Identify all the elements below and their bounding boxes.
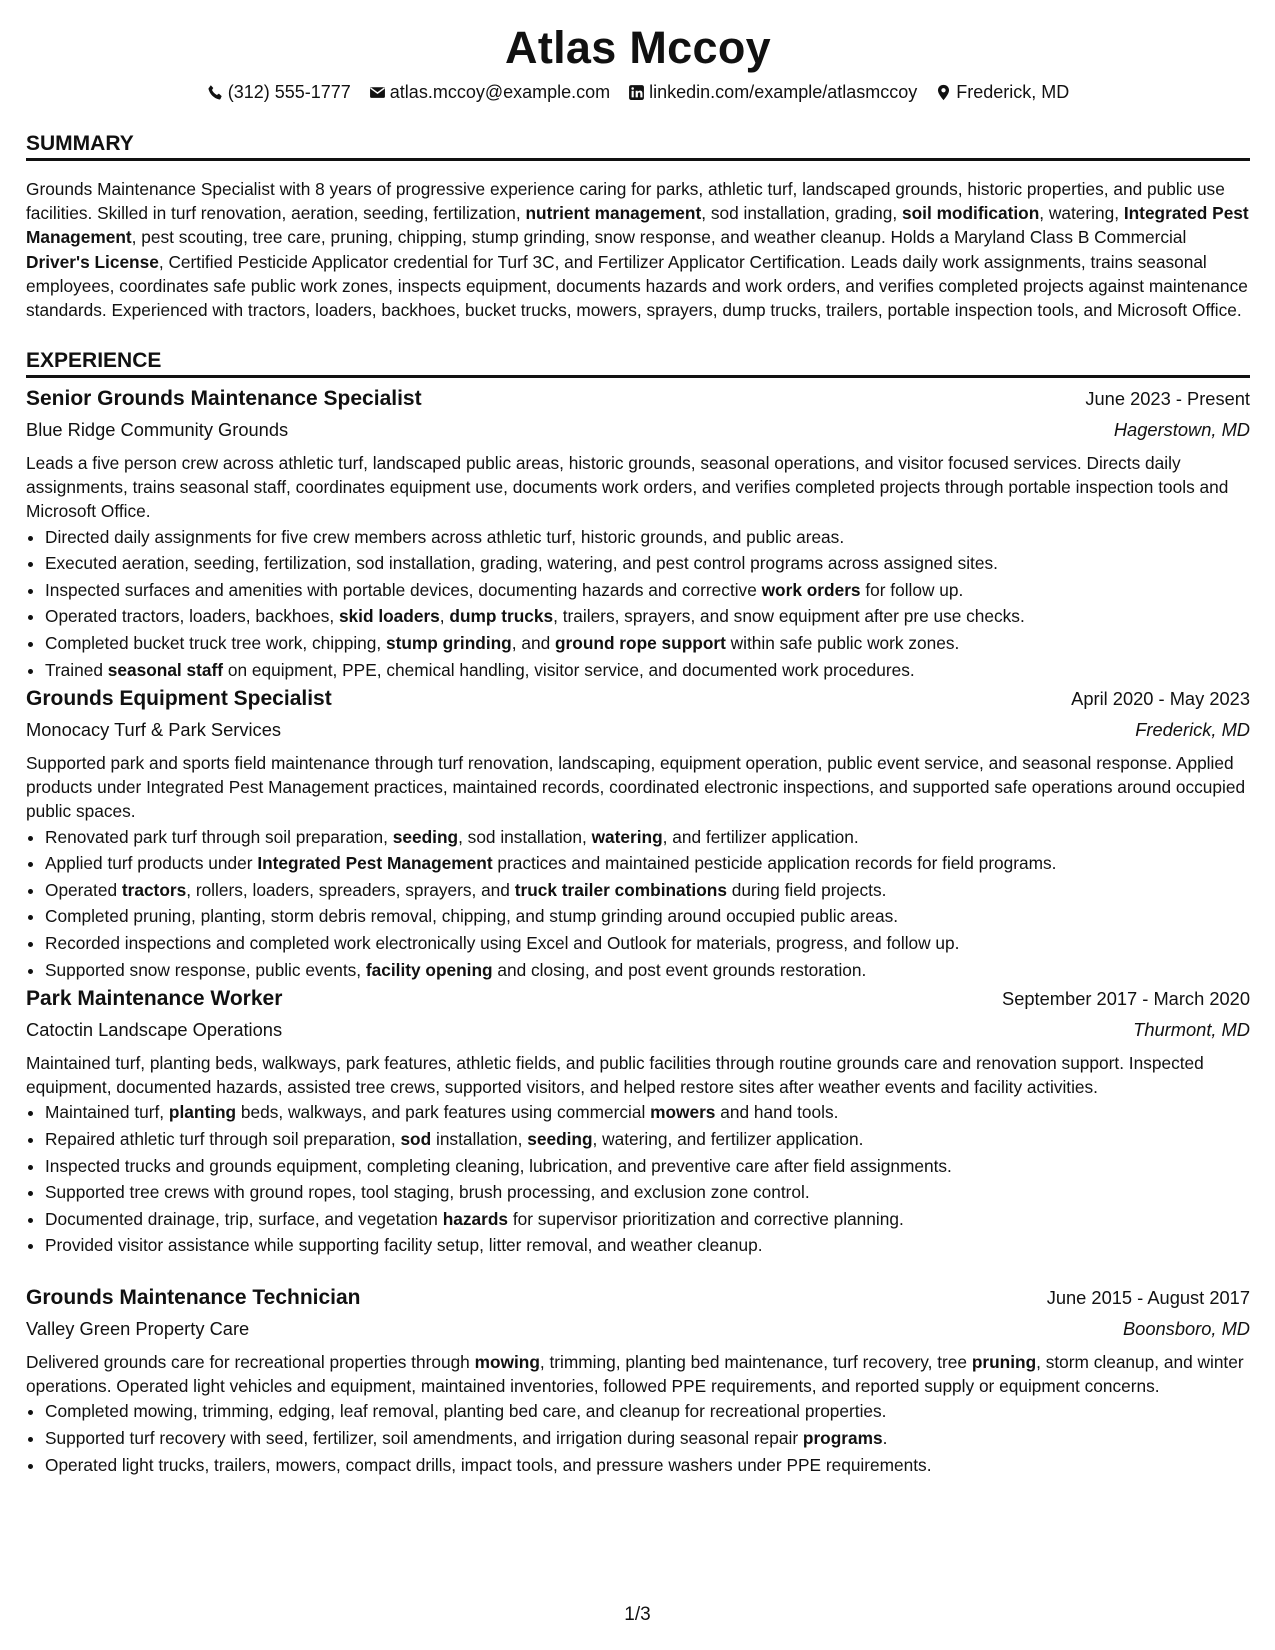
emphasized-text: Integrated Pest Management [26,203,1249,248]
experience-heading: EXPERIENCE [26,349,162,372]
emphasized-text: stump grinding [385,632,512,653]
job-company: Valley Green Property Care [26,1318,250,1339]
location-text: Frederick, MD [956,82,1070,102]
bullet-item [45,824,1250,851]
job-title: Grounds Maintenance Technician [26,1286,361,1309]
text-run: Directed daily assignments for five crew members across athletic turf, historic grounds, and public areas. [45,526,845,547]
bullet-item [45,1452,1250,1479]
emphasized-text: programs [802,1428,883,1448]
bullet-item [45,1398,1250,1425]
experience-divider [26,375,1250,378]
text-run: , and fertilizer application. [662,826,859,847]
bullet-item [45,1206,1250,1233]
text-run: , watering, and fertilizer application. [592,1129,864,1149]
contact-bar [26,80,1250,104]
job-title: Senior Grounds Maintenance Specialist [26,387,422,410]
job-dates: June 2015 - August 2017 [1046,1287,1250,1308]
text-run: Completed mowing, trimming, edging, leaf removal, planting bed care, and cleanup for recreational properties. [45,1401,887,1422]
emphasized-text: dump trucks [449,606,554,627]
text-run: Repaired athletic turf through soil preparation, [45,1129,401,1149]
emphasized-text: facility opening [365,959,493,980]
bullet-item [45,1232,1250,1259]
summary-heading: SUMMARY [26,132,134,155]
emphasized-text: truck trailer combinations [514,879,727,900]
text-run: Supported snow response, public events, [45,959,366,980]
map-pin-icon [935,84,952,101]
linkedin-url[interactable]: linkedin.com/example/atlasmccoy [649,82,918,102]
text-run: Inspected trucks and grounds equipment, completing cleaning, lubrication, and preventive care after field assignments. [45,1155,952,1176]
job-bullets [26,824,1250,984]
text-run: , trimming, planting bed maintenance, turf recovery, tree [539,1352,972,1372]
text-run: Renovated park turf through soil preparation, [45,826,393,847]
emphasized-text: work orders [761,579,861,600]
text-run: Executed aeration, seeding, fertilization, sod installation, grading, watering, and pest control programs across assigned sites. [45,553,998,574]
emphasized-text: pruning [971,1352,1037,1372]
text-run: , [439,606,450,627]
text-run: , rollers, loaders, spreaders, sprayers, and [186,879,515,900]
linkedin-icon [628,84,645,101]
emphasized-text: hazards [442,1208,509,1229]
emphasized-text: tractors [121,879,187,900]
summary-text [26,177,1250,322]
job-dates: September 2017 - March 2020 [1002,988,1250,1009]
emphasized-text: seeding [527,1129,593,1149]
text-run: for follow up. [860,579,964,600]
emphasized-text: mowing [474,1352,540,1372]
job-location: Hagerstown, MD [1113,419,1250,440]
contact-location [935,80,1069,104]
job-bullets [26,1099,1250,1259]
text-run: Completed bucket truck tree work, chipping, [45,632,386,653]
text-run: , watering, [1039,203,1124,224]
bullet-item [45,630,1250,657]
bullet-item [45,603,1250,630]
text-run: and hand tools. [715,1102,839,1123]
text-run: , trailers, sprayers, and snow equipment after pre use checks. [553,606,1025,627]
text-run: , sod installation, [458,826,592,847]
bullet-item [45,1179,1250,1206]
text-run: Applied turf products under [45,853,258,874]
bullet-item [45,1425,1250,1452]
job-company: Catoctin Landscape Operations [26,1019,283,1040]
bullet-item [45,877,1250,904]
text-run: Inspected surfaces and amenities with portable devices, documenting hazards and corrective [45,579,762,600]
job-entry [26,386,1250,683]
text-run: within safe public work zones. [725,632,960,653]
envelope-icon [369,84,386,101]
job-location: Boonsboro, MD [1122,1318,1250,1339]
job-title: Park Maintenance Worker [26,987,283,1010]
candidate-name: Atlas Mccoy [505,22,771,73]
job-description: Leads a five person crew across athletic turf, landscaped public areas, historic grounds, seasonal operations, and visitor focused services. Directs daily assignments, trains seasonal staff, coordinates equipment use, documents work orders, and verifies completed projects through portable inspection tools and Microsoft Office. [26,453,1229,522]
text-run: , pest scouting, tree care, pruning, chipping, stump grinding, snow response, and weather cleanup. Holds a Maryland Class B Commercial [131,227,1187,248]
bullet-item [45,1126,1250,1153]
text-run: Provided visitor assistance while supporting facility setup, litter removal, and weather cleanup. [45,1235,763,1256]
text-run: , Certified Pesticide Applicator credential for Turf 3C, and Fertilizer Applicator Certification. Leads daily work assignments, trains seasonal employees, coordinates safe public work zones, inspects equipment, documents hazards and work orders, and verifies completed projects against maintenance standards. Experienced with tractors, loaders, backhoes, bucket trucks, mowers, sprayers, dump trucks, trailers, portable inspection tools, and Microsoft Office. [26,251,1248,321]
phone-number: (312) 555-1777 [227,82,351,102]
text-run: , storm cleanup, and winter operations. Operated light vehicles and equipment, maintained inventories, followed PPE requirements, and reported supply or equipment concerns. [26,1352,1244,1397]
bullet-item [45,957,1250,984]
text-run: Grounds Maintenance Specialist with 8 years of progressive experience caring for parks, athletic turf, landscaped grounds, historic properties, and public use facilities. Skilled in turf renovation, aeration, seeding, fertilization, [26,179,1225,224]
emphasized-text: seasonal staff [107,659,224,680]
job-bullets [26,1398,1250,1478]
job-bullets [26,524,1250,684]
job-title: Grounds Equipment Specialist [26,687,332,710]
text-run: on equipment, PPE, chemical handling, visitor service, and documented work procedures. [223,659,915,680]
text-run: Supported turf recovery with seed, fertilizer, soil amendments, and irrigation during seasonal repair [45,1428,803,1448]
bullet-item [45,657,1250,684]
contact-email[interactable] [369,80,610,104]
bullet-item [45,524,1250,551]
bullet-item [45,1099,1250,1126]
phone-icon [207,84,224,101]
text-run: , and [511,632,555,653]
bullet-item [45,1153,1250,1180]
emphasized-text: watering [591,826,663,847]
bullet-item [45,850,1250,877]
contact-linkedin[interactable] [628,80,917,104]
text-run: Recorded inspections and completed work electronically using Excel and Outlook for materials, progress, and follow up. [45,932,960,953]
text-run: installation, [431,1129,528,1149]
job-description [26,1350,1250,1398]
job-description: Supported park and sports field maintenance through turf renovation, landscaping, equipment operation, public event service, and seasonal response. Applied products under Integrated Pest Management practices, maintained records, coordinated electronic inspections, and supported safe operations around occupied public spaces. [26,753,1246,822]
job-dates: April 2020 - May 2023 [1071,688,1250,709]
text-run: , sod installation, grading, [701,203,902,224]
job-description: Maintained turf, planting beds, walkways, park features, athletic fields, and public facilities through routine grounds care and renovation support. Inspected equipment, documented hazards, assisted tree crews, supported visitors, and helped restore sites after weather events and facility activities. [26,1053,1204,1098]
job-entry [26,1285,1250,1478]
text-run: and closing, and post event grounds restoration. [492,959,867,980]
email-address[interactable]: atlas.mccoy@example.com [389,82,611,102]
bullet-item [45,903,1250,930]
text-run: practices and maintained pesticide application records for field programs. [492,853,1057,874]
text-run: Trained [45,659,108,680]
job-dates: June 2023 - Present [1085,388,1250,409]
job-company: Blue Ridge Community Grounds [26,419,289,440]
text-run: Operated light trucks, trailers, mowers, compact drills, impact tools, and pressure washers under PPE requirements. [45,1454,932,1475]
emphasized-text: seeding [392,826,459,847]
contact-phone [207,80,351,104]
emphasized-text: nutrient management [525,203,702,224]
text-run: Operated [45,879,122,900]
text-run: Delivered grounds care for recreational properties through [26,1352,475,1372]
page-number: 1/3 [624,1604,651,1625]
text-run: Supported tree crews with ground ropes, tool staging, brush processing, and exclusion zone control. [45,1182,810,1203]
text-run: beds, walkways, and park features using commercial [236,1102,651,1123]
text-run: during field projects. [726,879,887,900]
emphasized-text: soil modification [902,203,1040,224]
emphasized-text: sod [400,1129,432,1149]
text-run: Operated tractors, loaders, backhoes, [45,606,339,627]
text-run: for supervisor prioritization and corrective planning. [508,1208,904,1229]
bullet-item [45,930,1250,957]
job-entry [26,686,1250,983]
emphasized-text: Integrated Pest Management [257,853,493,874]
emphasized-text: mowers [650,1102,716,1123]
bullet-item [45,550,1250,577]
emphasized-text: skid loaders [338,606,440,627]
job-company: Monocacy Turf & Park Services [26,719,282,740]
emphasized-text: ground rope support [555,632,726,653]
summary-divider [26,158,1250,161]
job-location: Thurmont, MD [1133,1019,1250,1040]
job-entry [26,986,1250,1259]
emphasized-text: planting [168,1102,237,1123]
text-run: Maintained turf, [45,1102,169,1123]
text-run: Completed pruning, planting, storm debris removal, chipping, and stump grinding around occupied public areas. [45,906,899,927]
text-run: Documented drainage, trip, surface, and vegetation [45,1208,443,1229]
bullet-item [45,577,1250,604]
job-location: Frederick, MD [1135,719,1250,740]
text-run: . [882,1428,888,1448]
emphasized-text: Driver's License [26,251,159,272]
